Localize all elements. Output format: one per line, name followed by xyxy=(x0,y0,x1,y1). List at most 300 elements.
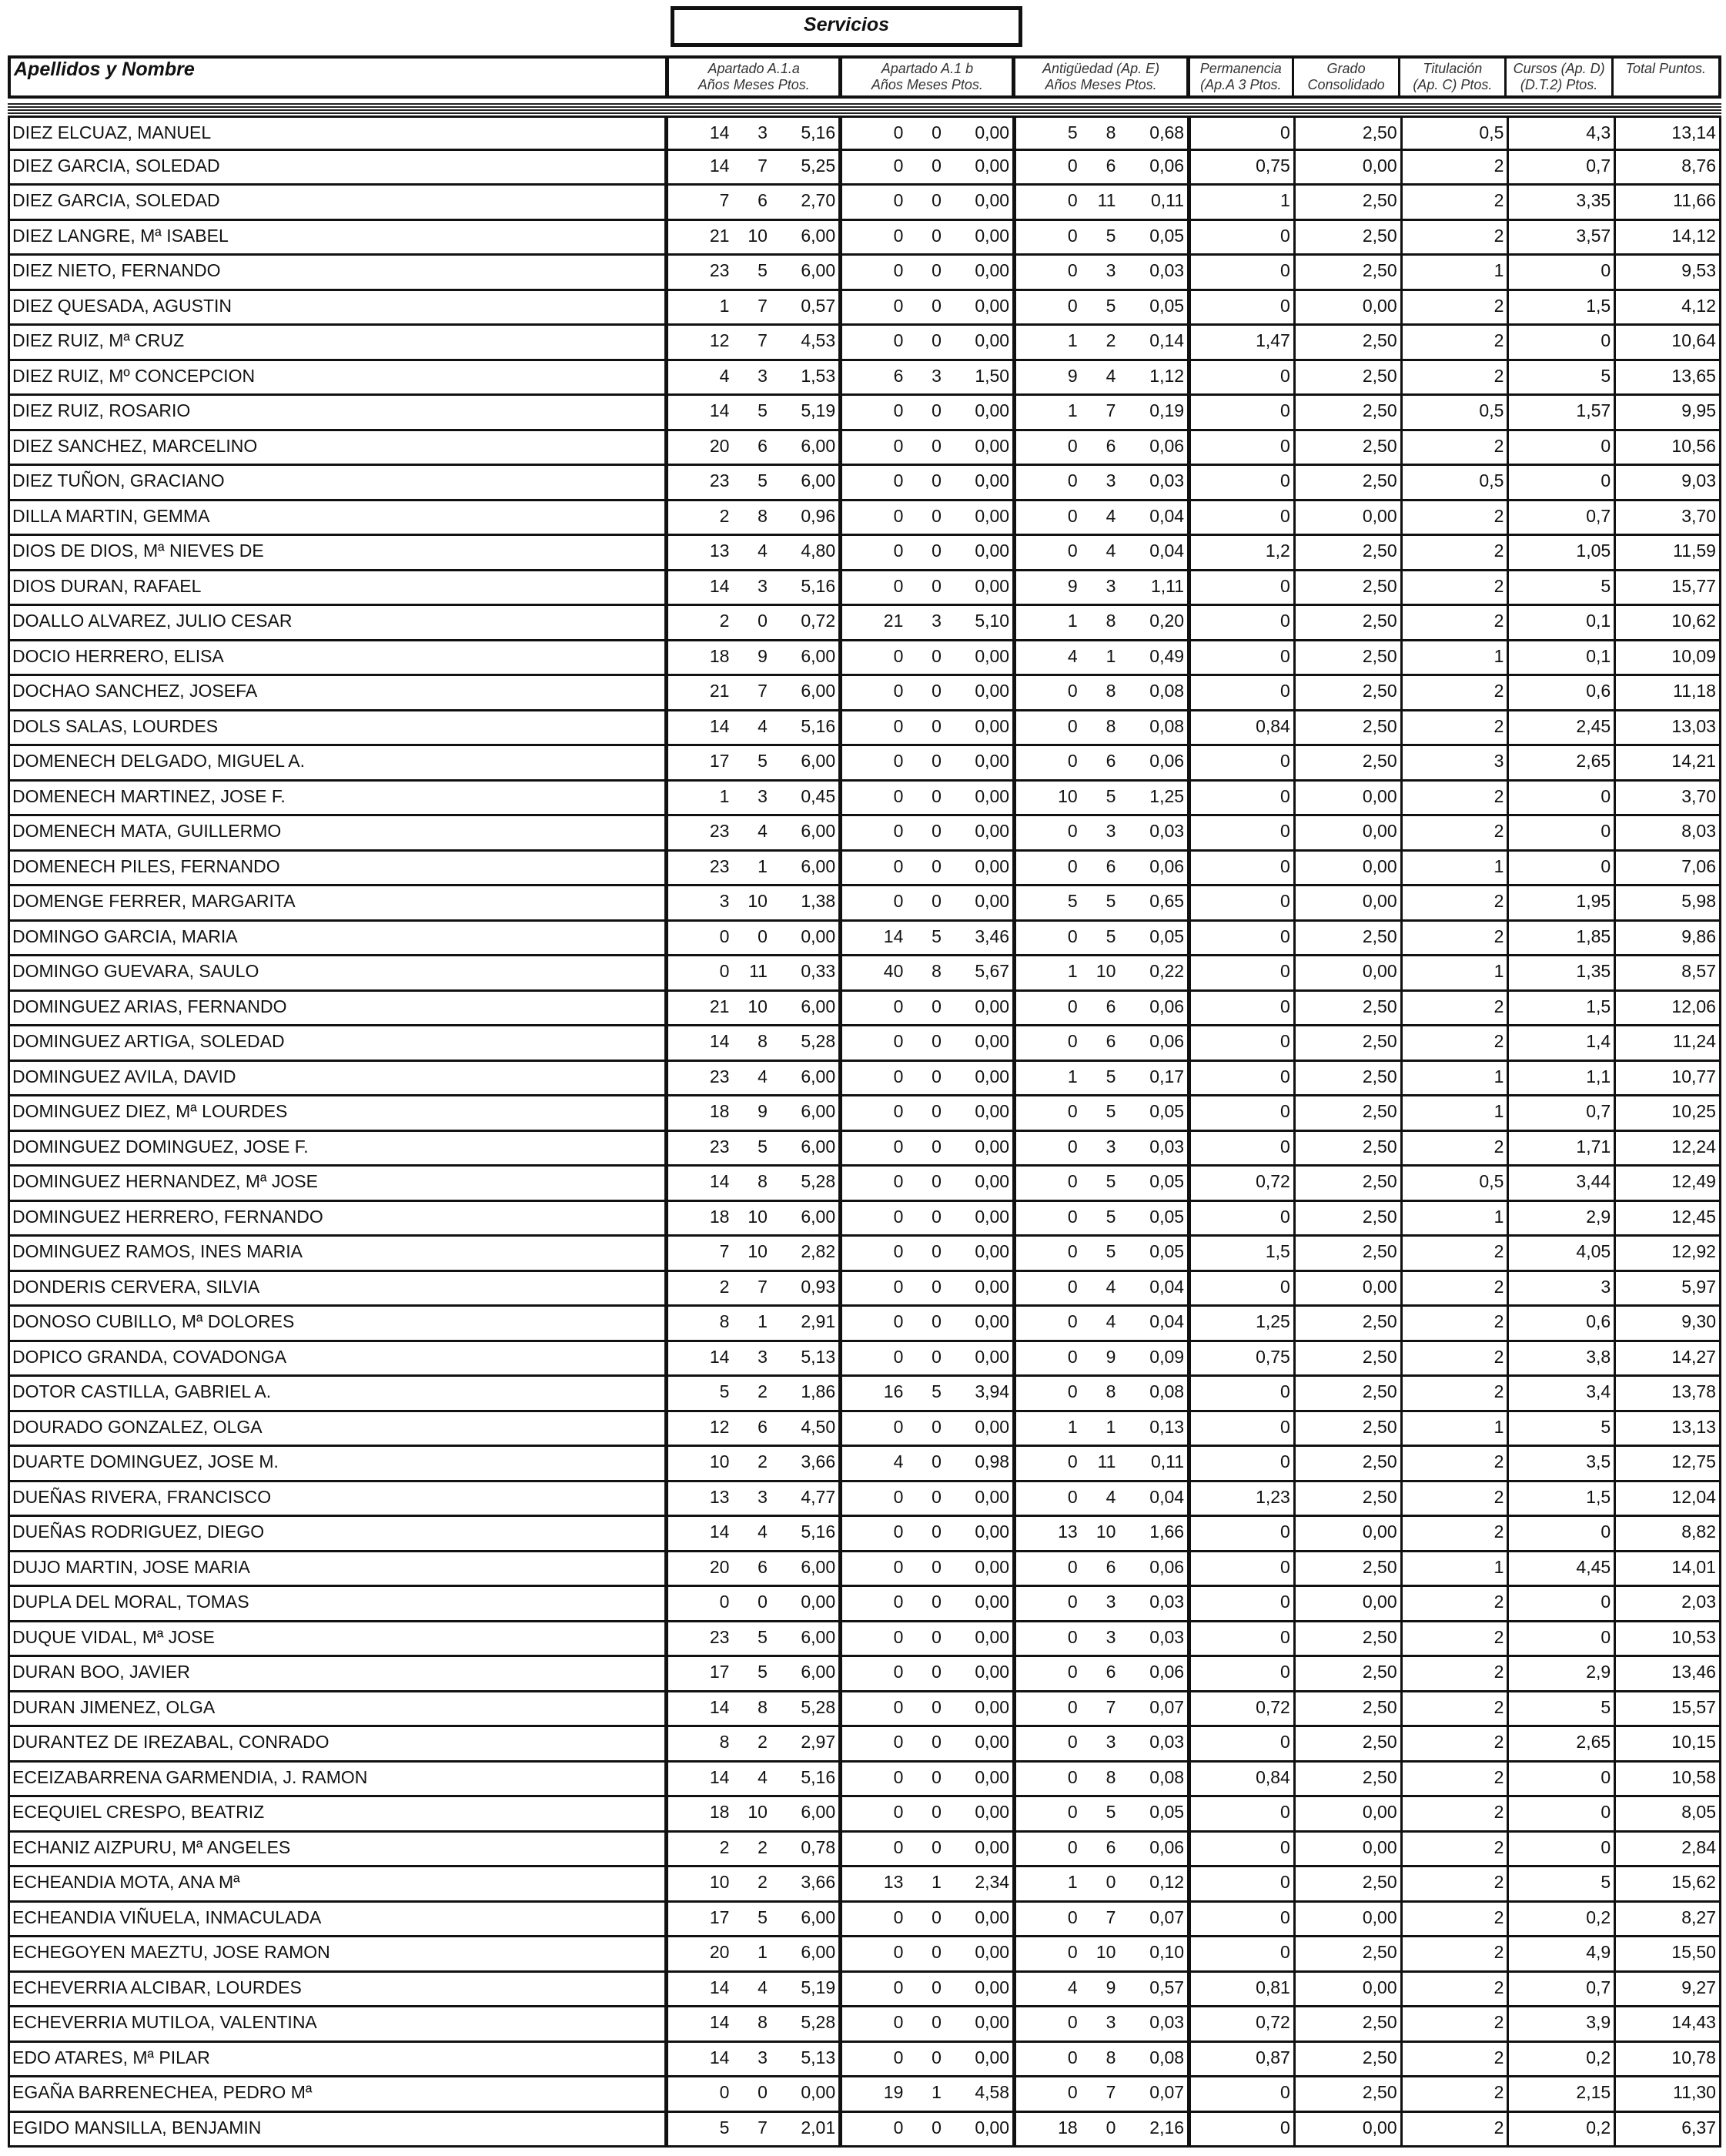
antiguedad-meses-cell: 7 xyxy=(1106,2082,1116,2102)
antiguedad-ptos-cell: 0,08 xyxy=(1149,1766,1185,1787)
a1a-group xyxy=(664,466,838,499)
antiguedad-anos-cell: 0 xyxy=(1067,2082,1078,2102)
a1a-meses-cell: 5 xyxy=(758,751,768,771)
cursos-cell: 0 xyxy=(1507,852,1614,885)
a1b-ptos-cell: 4,58 xyxy=(975,2082,1010,2102)
a1a-ptos-cell: 6,00 xyxy=(801,1556,836,1577)
a1a-anos-cell: 14 xyxy=(709,155,730,176)
total-cell: 11,30 xyxy=(1614,2077,1721,2111)
a1b-group xyxy=(838,641,1012,675)
a1b-anos-cell: 14 xyxy=(883,926,904,946)
a1a-group xyxy=(664,1903,838,1936)
permanencia-cell: 0 xyxy=(1187,571,1293,604)
grado-cell: 0,00 xyxy=(1293,1797,1400,1830)
a1a-ptos-cell: 2,01 xyxy=(801,2117,836,2138)
table-row xyxy=(8,1026,1721,1062)
table-row xyxy=(8,151,1721,186)
header-total xyxy=(1611,59,1718,95)
total-cell: 5,97 xyxy=(1614,1272,1721,1305)
permanencia-cell: 0 xyxy=(1187,1202,1293,1235)
a1b-meses-cell: 0 xyxy=(932,2047,942,2067)
a1b-group xyxy=(838,816,1012,849)
table-row xyxy=(8,1096,1721,1132)
a1a-anos-cell: 18 xyxy=(709,1206,730,1227)
cursos-cell: 3,5 xyxy=(1507,1447,1614,1480)
a1b-ptos-cell: 0,00 xyxy=(975,1031,1010,1051)
a1a-ptos-cell: 6,00 xyxy=(801,1626,836,1647)
antiguedad-ptos-cell: 0,14 xyxy=(1149,330,1185,350)
a1b-meses-cell: 0 xyxy=(932,891,942,911)
cursos-cell: 1,95 xyxy=(1507,886,1614,919)
antiguedad-anos-cell: 1 xyxy=(1067,400,1078,420)
table-row xyxy=(8,186,1721,221)
antiguedad-meses-cell: 8 xyxy=(1106,1381,1116,1401)
antiguedad-group xyxy=(1012,922,1187,955)
a1b-ptos-cell: 0,00 xyxy=(975,1802,1010,1822)
grado-cell: 2,50 xyxy=(1293,1937,1400,1970)
cursos-cell: 3,4 xyxy=(1507,1377,1614,1410)
a1b-anos-cell: 0 xyxy=(893,1556,904,1577)
a1b-group xyxy=(838,326,1012,359)
a1a-meses-cell: 10 xyxy=(748,1802,768,1822)
antiguedad-meses-cell: 6 xyxy=(1106,1031,1116,1051)
header-a1b xyxy=(838,59,1012,95)
cursos-cell: 2,45 xyxy=(1507,711,1614,745)
a1a-anos-cell: 12 xyxy=(709,1416,730,1437)
a1b-group xyxy=(838,118,1012,149)
antiguedad-group xyxy=(1012,118,1187,149)
table-row xyxy=(8,1202,1721,1237)
titulacion-cell: 2 xyxy=(1400,2113,1507,2146)
antiguedad-ptos-cell: 0,09 xyxy=(1149,1346,1185,1367)
a1a-anos-cell: 4 xyxy=(719,365,730,386)
cursos-cell: 4,3 xyxy=(1507,118,1614,149)
antiguedad-ptos-cell: 0,04 xyxy=(1149,1486,1185,1507)
a1b-group xyxy=(838,2043,1012,2076)
a1a-meses-cell: 7 xyxy=(758,295,768,316)
a1b-group xyxy=(838,1622,1012,1656)
a1a-ptos-cell: 6,00 xyxy=(801,645,836,666)
a1b-ptos-cell: 0,00 xyxy=(975,541,1010,561)
titulacion-cell: 2 xyxy=(1400,1517,1507,1550)
antiguedad-group xyxy=(1012,501,1187,534)
a1a-group xyxy=(664,1517,838,1550)
name-cell: DOMINGUEZ RAMOS, INES MARIA xyxy=(8,1237,664,1270)
a1a-anos-cell: 14 xyxy=(709,1977,730,1997)
antiguedad-anos-cell: 0 xyxy=(1067,1592,1078,1612)
antiguedad-anos-cell: 9 xyxy=(1067,365,1078,386)
a1a-group xyxy=(664,1622,838,1656)
a1b-meses-cell: 0 xyxy=(932,1136,942,1157)
cursos-cell: 3,8 xyxy=(1507,1342,1614,1375)
a1a-group xyxy=(664,886,838,919)
permanencia-cell: 0 xyxy=(1187,256,1293,289)
antiguedad-ptos-cell: 0,05 xyxy=(1149,1802,1185,1822)
permanencia-cell: 0 xyxy=(1187,782,1293,815)
a1b-meses-cell: 3 xyxy=(932,611,942,631)
a1a-anos-cell: 2 xyxy=(719,505,730,526)
a1a-meses-cell: 8 xyxy=(758,1696,768,1717)
titulacion-cell: 0,5 xyxy=(1400,466,1507,499)
a1a-ptos-cell: 5,28 xyxy=(801,2012,836,2032)
header-a1a-line2: Años Meses Ptos. xyxy=(697,77,810,92)
total-cell: 8,57 xyxy=(1614,956,1721,989)
a1a-meses-cell: 5 xyxy=(758,400,768,420)
antiguedad-ptos-cell: 0,68 xyxy=(1149,122,1185,142)
table-row xyxy=(8,466,1721,501)
a1a-anos-cell: 0 xyxy=(719,961,730,981)
a1a-ptos-cell: 1,86 xyxy=(801,1381,836,1401)
grado-cell: 2,50 xyxy=(1293,2007,1400,2040)
a1b-ptos-cell: 0,98 xyxy=(975,1451,1010,1471)
permanencia-cell: 0 xyxy=(1187,1132,1293,1165)
antiguedad-ptos-cell: 0,06 xyxy=(1149,751,1185,771)
antiguedad-ptos-cell: 0,05 xyxy=(1149,1101,1185,1121)
a1a-group xyxy=(664,1552,838,1585)
cursos-cell: 2,65 xyxy=(1507,746,1614,779)
total-cell: 10,09 xyxy=(1614,641,1721,675)
table-row xyxy=(8,2007,1721,2043)
antiguedad-meses-cell: 5 xyxy=(1106,1241,1116,1261)
antiguedad-group xyxy=(1012,1797,1187,1830)
a1b-group xyxy=(838,1062,1012,1095)
a1b-ptos-cell: 0,00 xyxy=(975,2047,1010,2067)
a1a-group xyxy=(664,1237,838,1270)
a1b-group xyxy=(838,782,1012,815)
titulacion-cell: 1 xyxy=(1400,1412,1507,1445)
grado-cell: 2,50 xyxy=(1293,676,1400,709)
a1b-anos-cell: 0 xyxy=(893,1626,904,1647)
grado-cell: 2,50 xyxy=(1293,746,1400,779)
antiguedad-anos-cell: 0 xyxy=(1067,1206,1078,1227)
name-cell: DOPICO GRANDA, COVADONGA xyxy=(8,1342,664,1375)
name-cell: DURAN BOO, JAVIER xyxy=(8,1657,664,1690)
a1b-ptos-cell: 0,00 xyxy=(975,1592,1010,1612)
total-cell: 10,53 xyxy=(1614,1622,1721,1656)
a1a-ptos-cell: 6,00 xyxy=(801,260,836,280)
name-cell: DONOSO CUBILLO, Mª DOLORES xyxy=(8,1307,664,1340)
cursos-cell: 3,57 xyxy=(1507,221,1614,254)
a1b-anos-cell: 0 xyxy=(893,155,904,176)
header-permanencia-line1: Permanencia xyxy=(1199,61,1282,76)
header-antiguedad-line1: Antigüedad (Ap. E) xyxy=(1042,61,1160,76)
cursos-cell: 2,9 xyxy=(1507,1202,1614,1235)
antiguedad-group xyxy=(1012,641,1187,675)
name-cell: DOMINGUEZ ARTIGA, SOLEDAD xyxy=(8,1026,664,1060)
grado-cell: 2,50 xyxy=(1293,1167,1400,1200)
a1b-ptos-cell: 0,00 xyxy=(975,1907,1010,1927)
permanencia-cell: 0,72 xyxy=(1187,2007,1293,2040)
a1b-meses-cell: 0 xyxy=(932,1031,942,1051)
grado-cell: 2,50 xyxy=(1293,1412,1400,1445)
table-row xyxy=(8,1447,1721,1482)
antiguedad-ptos-cell: 0,57 xyxy=(1149,1977,1185,1997)
antiguedad-ptos-cell: 0,03 xyxy=(1149,260,1185,280)
a1a-group xyxy=(664,501,838,534)
permanencia-cell: 0 xyxy=(1187,118,1293,149)
table-row xyxy=(8,1482,1721,1518)
antiguedad-group xyxy=(1012,256,1187,289)
grado-cell: 2,50 xyxy=(1293,1096,1400,1130)
a1b-meses-cell: 0 xyxy=(932,1907,942,1927)
cursos-cell: 4,9 xyxy=(1507,1937,1614,1970)
a1b-anos-cell: 40 xyxy=(883,961,904,981)
antiguedad-anos-cell: 13 xyxy=(1058,1522,1078,1542)
a1b-anos-cell: 0 xyxy=(893,1662,904,1682)
titulacion-cell: 2 xyxy=(1400,1937,1507,1970)
table-row xyxy=(8,291,1721,326)
a1b-meses-cell: 0 xyxy=(932,1206,942,1227)
antiguedad-ptos-cell: 0,49 xyxy=(1149,645,1185,666)
a1a-anos-cell: 14 xyxy=(709,1346,730,1367)
titulacion-cell: 2 xyxy=(1400,816,1507,849)
grado-cell: 2,50 xyxy=(1293,326,1400,359)
total-cell: 12,49 xyxy=(1614,1167,1721,1200)
table-row xyxy=(8,1763,1721,1798)
cursos-cell: 1,85 xyxy=(1507,922,1614,955)
a1b-group xyxy=(838,606,1012,639)
a1b-meses-cell: 0 xyxy=(932,1276,942,1297)
a1a-group xyxy=(664,1763,838,1796)
a1b-anos-cell: 0 xyxy=(893,1907,904,1927)
a1b-meses-cell: 0 xyxy=(932,821,942,841)
antiguedad-group xyxy=(1012,1763,1187,1796)
table-row xyxy=(8,852,1721,887)
antiguedad-group xyxy=(1012,2077,1187,2111)
grado-cell: 0,00 xyxy=(1293,816,1400,849)
a1a-anos-cell: 7 xyxy=(719,190,730,210)
a1b-anos-cell: 0 xyxy=(893,400,904,420)
a1a-meses-cell: 3 xyxy=(758,1486,768,1507)
antiguedad-meses-cell: 6 xyxy=(1106,751,1116,771)
a1b-group xyxy=(838,1797,1012,1830)
a1a-meses-cell: 4 xyxy=(758,1066,768,1086)
a1b-meses-cell: 0 xyxy=(932,1486,942,1507)
a1b-group xyxy=(838,1833,1012,1866)
antiguedad-anos-cell: 10 xyxy=(1058,785,1078,806)
a1a-anos-cell: 23 xyxy=(709,821,730,841)
a1a-anos-cell: 7 xyxy=(719,1241,730,1261)
antiguedad-meses-cell: 4 xyxy=(1106,541,1116,561)
a1a-group xyxy=(664,1482,838,1515)
a1b-group xyxy=(838,1167,1012,1200)
a1a-meses-cell: 4 xyxy=(758,821,768,841)
antiguedad-anos-cell: 0 xyxy=(1067,1626,1078,1647)
a1b-group xyxy=(838,1727,1012,1760)
antiguedad-meses-cell: 3 xyxy=(1106,470,1116,490)
servicios-heading: Servicios xyxy=(671,6,1022,47)
a1b-anos-cell: 0 xyxy=(893,2012,904,2032)
antiguedad-group xyxy=(1012,221,1187,254)
antiguedad-anos-cell: 0 xyxy=(1067,295,1078,316)
antiguedad-group xyxy=(1012,1096,1187,1130)
a1b-meses-cell: 1 xyxy=(932,2082,942,2102)
total-cell: 15,50 xyxy=(1614,1937,1721,1970)
titulacion-cell: 2 xyxy=(1400,1132,1507,1165)
header-cursos xyxy=(1504,59,1611,95)
antiguedad-ptos-cell: 0,06 xyxy=(1149,1662,1185,1682)
a1a-group xyxy=(664,922,838,955)
cursos-cell: 0 xyxy=(1507,782,1614,815)
titulacion-cell: 2 xyxy=(1400,1727,1507,1760)
antiguedad-ptos-cell: 0,19 xyxy=(1149,400,1185,420)
a1a-ptos-cell: 5,28 xyxy=(801,1696,836,1717)
antiguedad-anos-cell: 0 xyxy=(1067,1662,1078,1682)
antiguedad-meses-cell: 6 xyxy=(1106,1556,1116,1577)
a1b-group xyxy=(838,1237,1012,1270)
total-cell: 10,15 xyxy=(1614,1727,1721,1760)
antiguedad-group xyxy=(1012,1482,1187,1515)
total-cell: 11,24 xyxy=(1614,1026,1721,1060)
name-cell: DIEZ RUIZ, Mª CRUZ xyxy=(8,326,664,359)
a1a-ptos-cell: 5,13 xyxy=(801,2047,836,2067)
grado-cell: 2,50 xyxy=(1293,2043,1400,2076)
a1a-meses-cell: 3 xyxy=(758,575,768,596)
antiguedad-meses-cell: 4 xyxy=(1106,505,1116,526)
header-titulacion-line1: Titulación xyxy=(1423,61,1483,76)
a1a-ptos-cell: 6,00 xyxy=(801,435,836,456)
antiguedad-anos-cell: 5 xyxy=(1067,891,1078,911)
cursos-cell: 1,5 xyxy=(1507,291,1614,324)
grado-cell: 0,00 xyxy=(1293,1517,1400,1550)
a1b-group xyxy=(838,1447,1012,1480)
a1a-group xyxy=(664,1062,838,1095)
total-cell: 2,84 xyxy=(1614,1833,1721,1866)
titulacion-cell: 2 xyxy=(1400,606,1507,639)
a1b-anos-cell: 0 xyxy=(893,1101,904,1121)
a1a-meses-cell: 5 xyxy=(758,1626,768,1647)
antiguedad-meses-cell: 3 xyxy=(1106,821,1116,841)
a1b-group xyxy=(838,922,1012,955)
a1b-anos-cell: 0 xyxy=(893,1031,904,1051)
a1a-anos-cell: 14 xyxy=(709,1171,730,1191)
table-row xyxy=(8,886,1721,922)
titulacion-cell: 0,5 xyxy=(1400,118,1507,149)
a1b-anos-cell: 21 xyxy=(883,611,904,631)
total-cell: 11,59 xyxy=(1614,536,1721,569)
permanencia-cell: 0 xyxy=(1187,1447,1293,1480)
antiguedad-anos-cell: 0 xyxy=(1067,260,1078,280)
a1b-anos-cell: 4 xyxy=(893,1451,904,1471)
grado-cell: 2,50 xyxy=(1293,1692,1400,1726)
a1a-meses-cell: 2 xyxy=(758,1872,768,1892)
a1b-meses-cell: 0 xyxy=(932,155,942,176)
antiguedad-ptos-cell: 0,05 xyxy=(1149,225,1185,246)
cursos-cell: 0 xyxy=(1507,1587,1614,1620)
a1b-anos-cell: 0 xyxy=(893,1206,904,1227)
a1b-ptos-cell: 0,00 xyxy=(975,2117,1010,2138)
antiguedad-group xyxy=(1012,1973,1187,2006)
total-cell: 8,76 xyxy=(1614,151,1721,184)
name-cell: DOMENECH DELGADO, MIGUEL A. xyxy=(8,746,664,779)
total-cell: 4,12 xyxy=(1614,291,1721,324)
a1a-group xyxy=(664,676,838,709)
antiguedad-group xyxy=(1012,466,1187,499)
antiguedad-ptos-cell: 0,03 xyxy=(1149,1136,1185,1157)
a1b-group xyxy=(838,956,1012,989)
grado-cell: 2,50 xyxy=(1293,1342,1400,1375)
a1b-meses-cell: 5 xyxy=(932,1381,942,1401)
table-row xyxy=(8,1237,1721,1272)
antiguedad-meses-cell: 7 xyxy=(1106,400,1116,420)
antiguedad-meses-cell: 5 xyxy=(1106,1101,1116,1121)
grado-cell: 2,50 xyxy=(1293,186,1400,219)
a1a-anos-cell: 23 xyxy=(709,1626,730,1647)
a1b-anos-cell: 0 xyxy=(893,1416,904,1437)
titulacion-cell: 2 xyxy=(1400,1797,1507,1830)
total-cell: 11,66 xyxy=(1614,186,1721,219)
a1b-group xyxy=(838,431,1012,464)
name-cell: EDO ATARES, Mª PILAR xyxy=(8,2043,664,2076)
antiguedad-ptos-cell: 0,06 xyxy=(1149,155,1185,176)
antiguedad-group xyxy=(1012,1342,1187,1375)
total-cell: 6,37 xyxy=(1614,2113,1721,2146)
a1a-ptos-cell: 0,57 xyxy=(801,295,836,316)
titulacion-cell: 2 xyxy=(1400,1833,1507,1866)
a1b-ptos-cell: 0,00 xyxy=(975,225,1010,246)
antiguedad-anos-cell: 1 xyxy=(1067,961,1078,981)
total-cell: 14,01 xyxy=(1614,1552,1721,1585)
permanencia-cell: 0 xyxy=(1187,606,1293,639)
table-row xyxy=(8,1062,1721,1097)
a1a-ptos-cell: 6,00 xyxy=(801,1101,836,1121)
a1a-meses-cell: 0 xyxy=(758,2082,768,2102)
a1b-group xyxy=(838,291,1012,324)
a1b-ptos-cell: 0,00 xyxy=(975,260,1010,280)
antiguedad-group xyxy=(1012,2007,1187,2040)
table-row xyxy=(8,1657,1721,1692)
a1a-anos-cell: 5 xyxy=(719,2117,730,2138)
a1a-group xyxy=(664,186,838,219)
antiguedad-anos-cell: 1 xyxy=(1067,611,1078,631)
permanencia-cell: 1,25 xyxy=(1187,1307,1293,1340)
antiguedad-group xyxy=(1012,1377,1187,1410)
a1a-group xyxy=(664,956,838,989)
a1b-ptos-cell: 0,00 xyxy=(975,1206,1010,1227)
a1b-ptos-cell: 0,00 xyxy=(975,190,1010,210)
table-row xyxy=(8,676,1721,711)
name-cell: DIOS DURAN, RAFAEL xyxy=(8,571,664,604)
a1b-ptos-cell: 0,00 xyxy=(975,1766,1010,1787)
permanencia-cell: 0 xyxy=(1187,852,1293,885)
name-cell: ECHEANDIA MOTA, ANA Mª xyxy=(8,1867,664,1900)
antiguedad-ptos-cell: 0,07 xyxy=(1149,2082,1185,2102)
a1a-group xyxy=(664,1026,838,1060)
antiguedad-ptos-cell: 0,05 xyxy=(1149,1171,1185,1191)
antiguedad-group xyxy=(1012,676,1187,709)
grado-cell: 2,50 xyxy=(1293,1622,1400,1656)
antiguedad-meses-cell: 9 xyxy=(1106,1346,1116,1367)
cursos-cell: 2,65 xyxy=(1507,1727,1614,1760)
header-a1b-line1: Apartado A.1 b xyxy=(881,61,974,76)
a1a-group xyxy=(664,1867,838,1900)
a1a-ptos-cell: 5,16 xyxy=(801,1766,836,1787)
a1a-ptos-cell: 6,00 xyxy=(801,855,836,876)
antiguedad-anos-cell: 0 xyxy=(1067,821,1078,841)
a1b-meses-cell: 0 xyxy=(932,1662,942,1682)
header-titulacion-line2: (Ap. C) Ptos. xyxy=(1413,77,1493,92)
a1a-meses-cell: 2 xyxy=(758,1732,768,1752)
a1b-meses-cell: 0 xyxy=(932,996,942,1016)
a1a-group xyxy=(664,396,838,429)
header-grado-line2: Consolidado xyxy=(1307,77,1385,92)
a1a-ptos-cell: 0,00 xyxy=(801,926,836,946)
a1b-group xyxy=(838,852,1012,885)
permanencia-cell: 0 xyxy=(1187,746,1293,779)
a1b-group xyxy=(838,1587,1012,1620)
antiguedad-meses-cell: 4 xyxy=(1106,365,1116,386)
a1a-meses-cell: 10 xyxy=(748,225,768,246)
